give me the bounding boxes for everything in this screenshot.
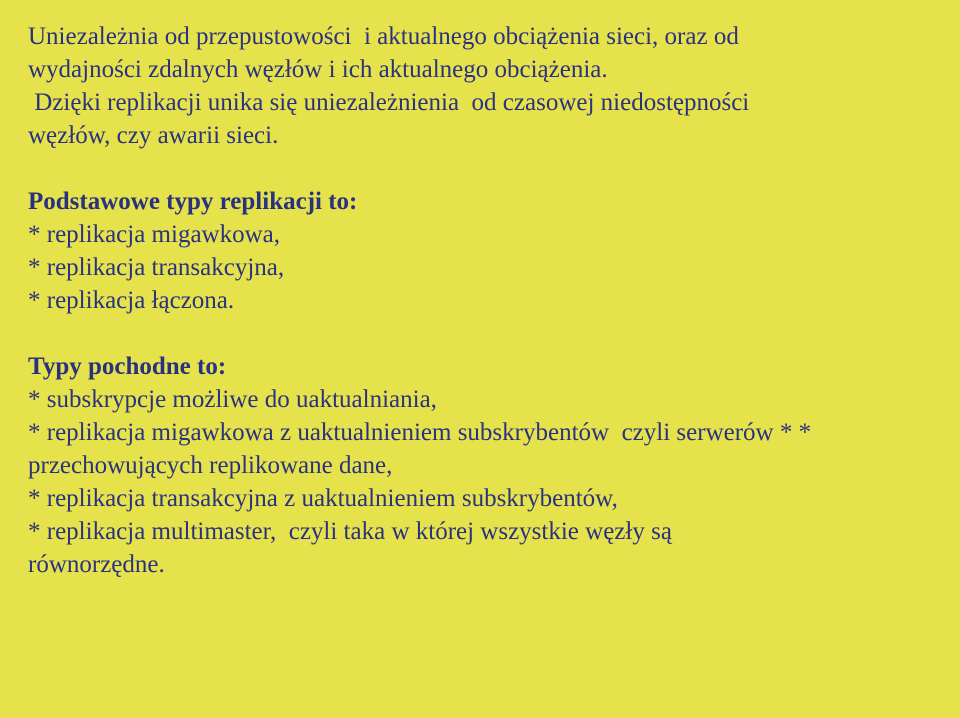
- derived-type-item: przechowujących replikowane dane,: [28, 452, 393, 479]
- basic-type-item: * replikacja migawkowa,: [28, 221, 280, 248]
- spacer: [28, 317, 948, 350]
- derived-type-item: * replikacja migawkowa z uaktualnieniem subskrybentów czyli serwerów * *: [28, 419, 812, 446]
- slide-text-body: [28, 20, 948, 581]
- intro-line-3: Dzięki replikacji unika się uniezależnienia od czasowej niedostępności: [28, 89, 750, 116]
- derived-types-heading: Typy pochodne to:: [28, 353, 227, 380]
- basic-type-item: * replikacja transakcyjna,: [28, 254, 285, 281]
- basic-type-item: * replikacja łączona.: [28, 287, 235, 314]
- derived-type-item: * replikacja multimaster, czyli taka w której wszystkie węzły są: [28, 518, 672, 545]
- intro-line-2: wydajności zdalnych węzłów i ich aktualnego obciążenia.: [28, 56, 608, 83]
- basic-types-heading: Podstawowe typy replikacji to:: [28, 188, 358, 215]
- spacer: [28, 152, 948, 185]
- derived-type-item: * replikacja transakcyjna z uaktualnieniem subskrybentów,: [28, 485, 618, 512]
- derived-type-item: równorzędne.: [28, 551, 165, 578]
- intro-line-4: węzłów, czy awarii sieci.: [28, 122, 279, 149]
- derived-type-item: * subskrypcje możliwe do uaktualniania,: [28, 386, 437, 413]
- intro-line-1: Uniezależnia od przepustowości i aktualnego obciążenia sieci, oraz od: [28, 23, 739, 50]
